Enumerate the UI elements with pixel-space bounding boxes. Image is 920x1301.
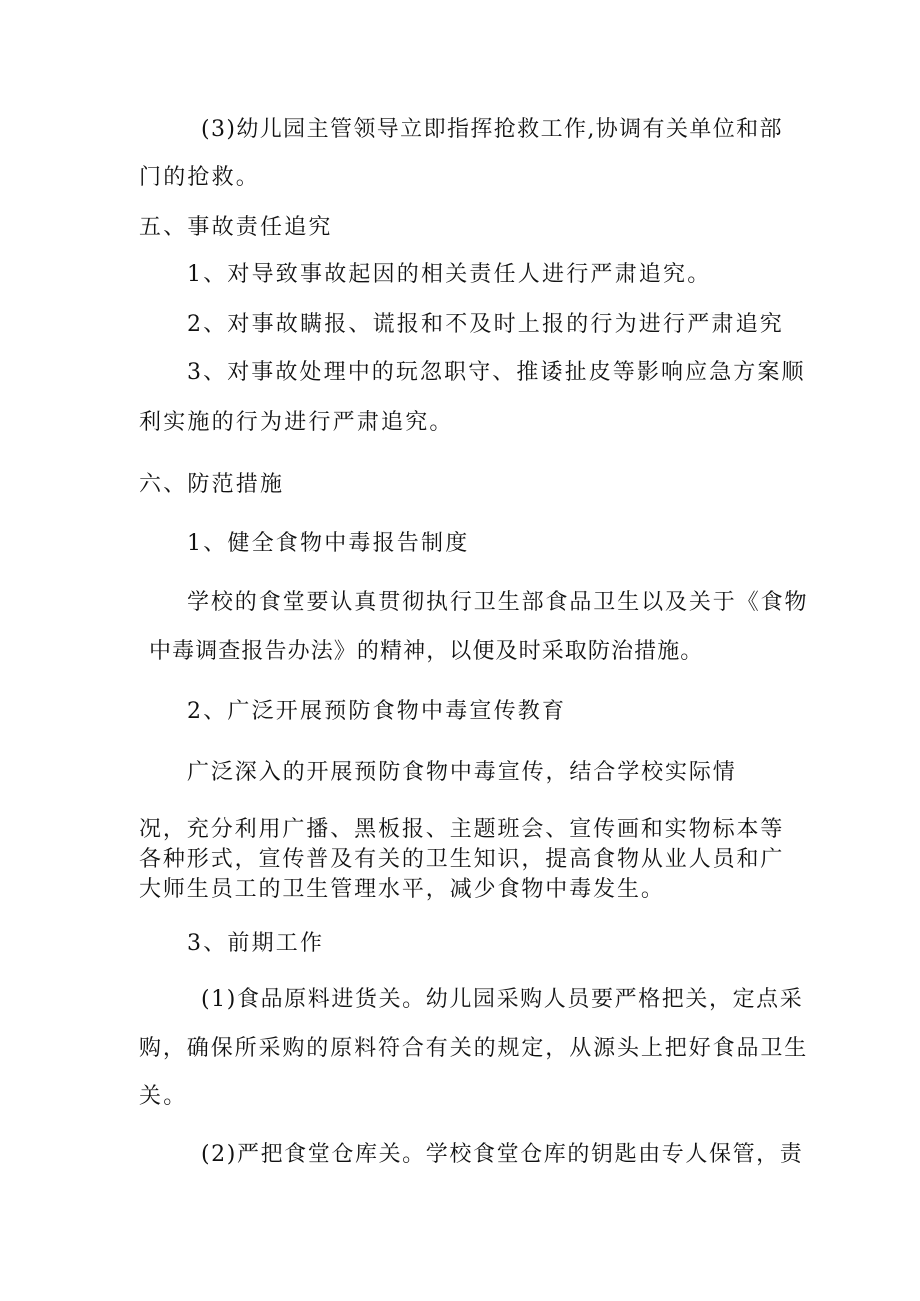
prevention-heading-2: 2、广泛开展预防食物中毒宣传教育: [187, 699, 567, 724]
paragraph-3-line-1: (3)幼儿园主管领导立即指挥抢救工作,协调有关单位和部: [201, 117, 783, 142]
prevention-paragraph-2-line-3: 各种形式，宣传普及有关的卫生知识，提高食物从业人员和广: [139, 847, 785, 872]
prevention-paragraph-1-line-1: 学校的食堂要认真贯彻执行卫生部食品卫生以及关于《食物: [187, 590, 809, 615]
early-work-item-1-line-1: (1)食品原料进货关。幼儿园采购人员要严格把关，定点采: [201, 987, 804, 1012]
section-heading-accountability: 五、事故责任追究: [139, 215, 333, 240]
prevention-paragraph-2-line-1: 广泛深入的开展预防食物中毒宣传，结合学校实际情: [187, 760, 737, 785]
accountability-item-3-line-2: 利实施的行为进行严肃追究。: [139, 410, 454, 435]
early-work-item-1-line-2: 购，确保所采购的原料符合有关的规定，从源头上把好食品卫生: [139, 1036, 809, 1061]
prevention-paragraph-2-line-2: 况，充分利用广播、黑板报、主题班会、宣传画和实物标本等: [139, 817, 785, 842]
prevention-heading-3: 3、前期工作: [187, 931, 325, 956]
accountability-item-1: 1、对导致事故起因的相关责任人进行严肃追究。: [187, 262, 712, 287]
early-work-item-2-line-1: (2)严把食堂仓库关。学校食堂仓库的钥匙由专人保管，责: [201, 1142, 804, 1167]
paragraph-3-line-2: 门的抢救。: [139, 165, 261, 190]
prevention-paragraph-2-line-4: 大师生员工的卫生管理水平，减少食物中毒发生。: [139, 877, 665, 902]
section-heading-prevention: 六、防范措施: [139, 472, 285, 497]
early-work-item-1-line-3: 关。: [139, 1084, 188, 1109]
accountability-item-3-line-1: 3、对事故处理中的玩忽职守、推诿扯皮等影响应急方案顺: [187, 360, 806, 385]
accountability-item-2: 2、对事故瞒报、谎报和不及时上报的行为进行严肃追究: [187, 312, 784, 337]
prevention-heading-1: 1、健全食物中毒报告制度: [187, 531, 470, 556]
prevention-paragraph-1-line-2: 中毒调查报告办法》的精神，以便及时采取防治措施。: [149, 639, 704, 664]
